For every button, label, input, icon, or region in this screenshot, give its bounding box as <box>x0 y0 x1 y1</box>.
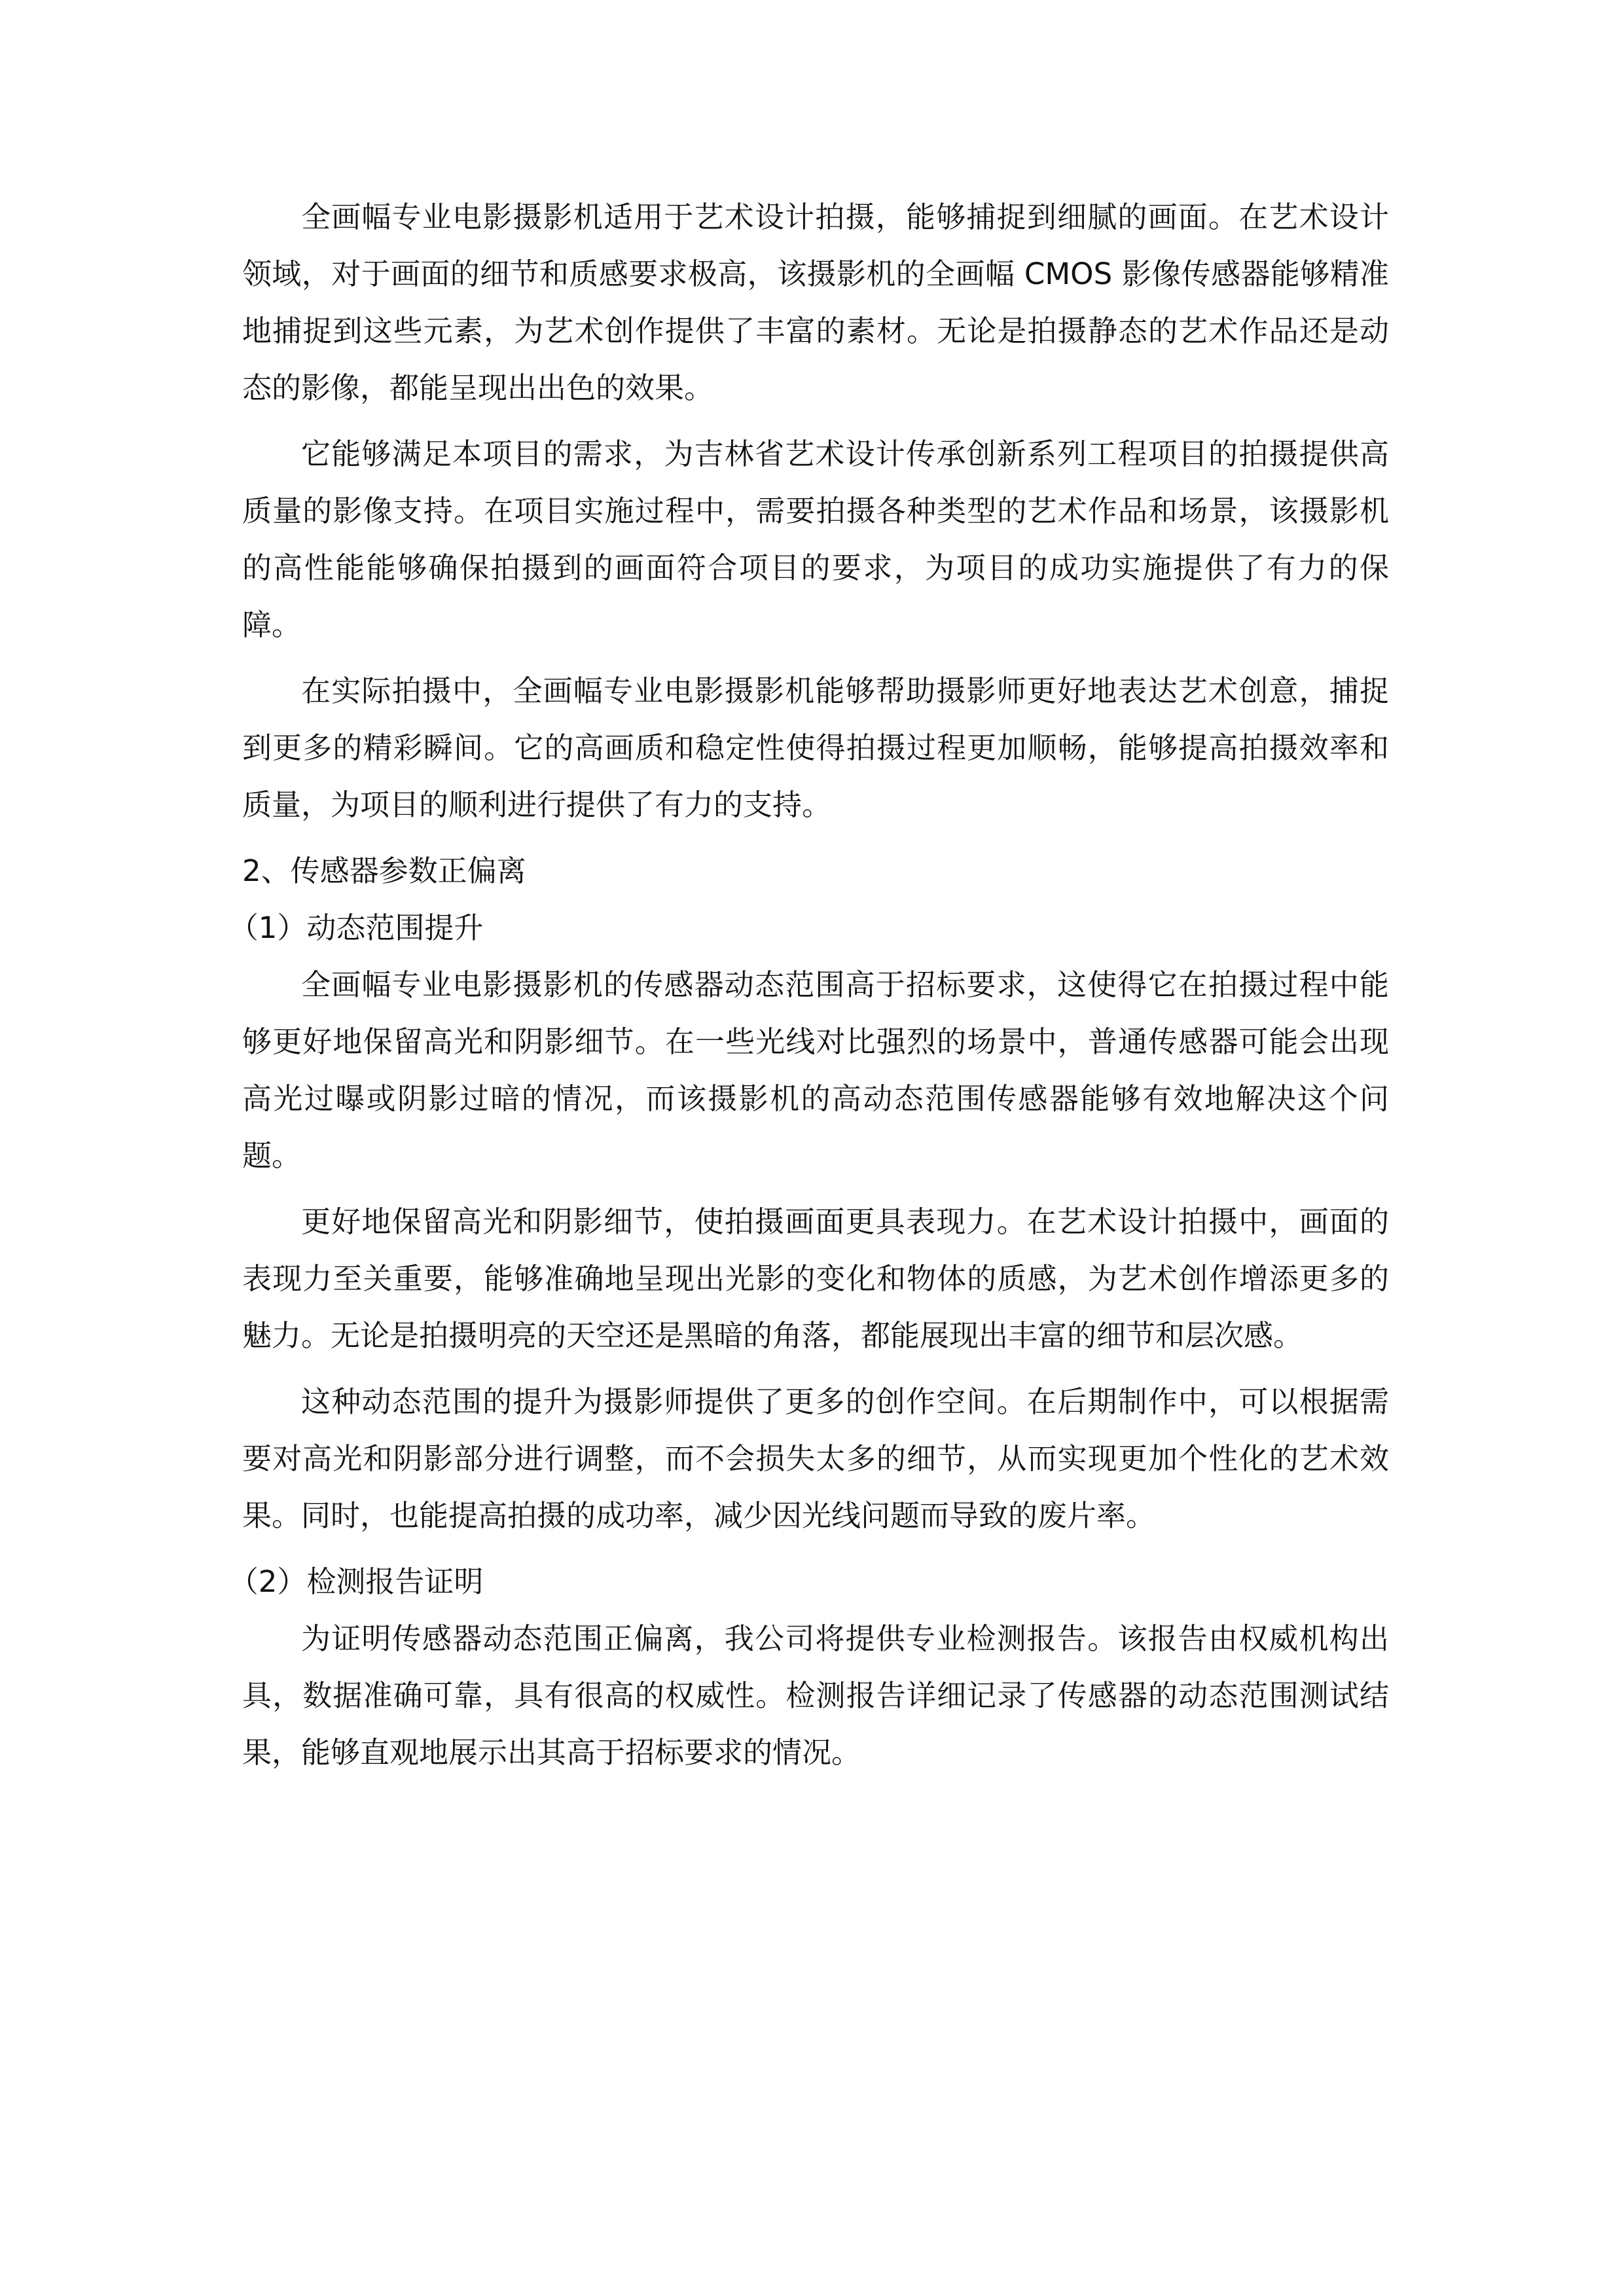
paragraph-2: 它能够满足本项目的需求，为吉林省艺术设计传承创新系列工程项目的拍摄提供高质量的影像支持。在项目实施过程中，需要拍摄各种类型的艺术作品和场景，该摄影机的高性能能够确保拍摄到的画面符合项目的要求，为项目的成功实施提供了有力的保障。 <box>242 437 1389 642</box>
paragraph-7: 为证明传感器动态范围正偏离，我公司将提供专业检测报告。该报告由权威机构出具，数据准确可靠，具有很高的权威性。检测报告详细记录了传感器的动态范围测试结果，能够直观地展示出其高于招标要求的情况。 <box>242 1621 1389 1770</box>
paragraph-5: 更好地保留高光和阴影细节，使拍摄画面更具表现力。在艺术设计拍摄中，画面的表现力至关重要，能够准确地呈现出光影的变化和物体的质感，为艺术创作增添更多的魅力。无论是拍摄明亮的天空还是黑暗的角落，都能展现出丰富的细节和层次感。 <box>242 1204 1389 1353</box>
subsection-heading-2: （2）检测报告证明 <box>228 1564 484 1599</box>
document-body <box>228 188 1389 1790</box>
paragraph-1: 全画幅专业电影摄影机适用于艺术设计拍摄，能够捕捉到细腻的画面。在艺术设计领域，对于画面的细节和质感要求极高，该摄影机的全画幅 CMOS 影像传感器能够精准地捕捉到这些元素，为艺术创作提供了丰富的素材。无论是拍摄静态的艺术作品还是动态的影像，都能呈现出出色的效果。 <box>242 200 1389 405</box>
subsection-heading-1: （1）动态范围提升 <box>228 910 484 945</box>
paragraph-3: 在实际拍摄中，全画幅专业电影摄影机能够帮助摄影师更好地表达艺术创意，捕捉到更多的精彩瞬间。它的高画质和稳定性使得拍摄过程更加顺畅，能够提高拍摄效率和质量，为项目的顺利进行提供了有力的支持。 <box>242 673 1389 822</box>
paragraph-4: 全画幅专业电影摄影机的传感器动态范围高于招标要求，这使得它在拍摄过程中能够更好地保留高光和阴影细节。在一些光线对比强烈的场景中，普通传感器可能会出现高光过曝或阴影过暗的情况，而该摄影机的高动态范围传感器能够有效地解决这个问题。 <box>242 967 1389 1173</box>
paragraph-6: 这种动态范围的提升为摄影师提供了更多的创作空间。在后期制作中，可以根据需要对高光和阴影部分进行调整，而不会损失太多的细节，从而实现更加个性化的艺术效果。同时，也能提高拍摄的成功率，减少因光线问题而导致的废片率。 <box>242 1384 1389 1533</box>
section-heading: 2、传感器参数正偏离 <box>242 853 526 888</box>
